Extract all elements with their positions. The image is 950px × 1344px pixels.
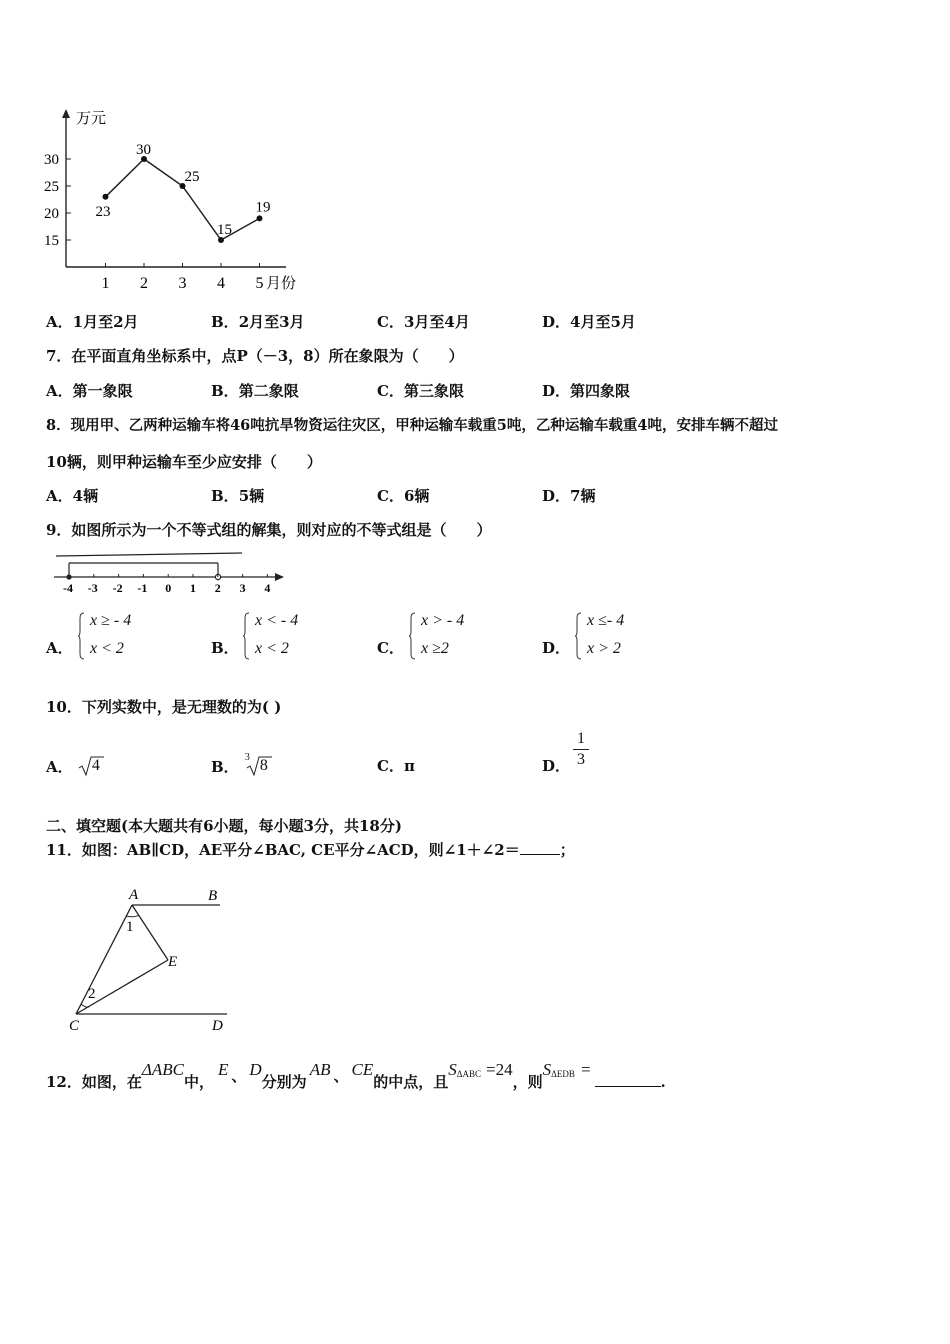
q8-option-d[interactable] <box>542 485 595 506</box>
system-line2: x < 2 <box>255 640 289 657</box>
radical-sign-icon <box>78 755 104 777</box>
option-letter: A． <box>46 382 73 400</box>
option-letter: B． <box>211 758 239 776</box>
system-line1: x < - 4 <box>255 612 299 629</box>
number-axis-arrow <box>275 573 284 581</box>
q7-option-b[interactable] <box>211 380 299 401</box>
q8-option-b[interactable] <box>211 485 264 506</box>
option-letter: D． <box>542 313 571 331</box>
q12-text-3: 分别为 <box>261 1073 307 1091</box>
fraction-numerator: 1 <box>577 730 585 747</box>
data-label: 15 <box>217 222 232 238</box>
q7-stem: 7．在平面直角坐标系中，点P（－3，8）所在象限为（ ） <box>46 347 464 365</box>
option-letter: A． <box>46 313 73 331</box>
system-line2: x ≥2 <box>421 640 449 657</box>
option-letter: D． <box>542 757 571 775</box>
line-ae <box>132 905 168 960</box>
number-line-label: 3 <box>239 581 246 595</box>
option-text: 3月至4月 <box>403 313 470 331</box>
q8-option-c[interactable] <box>377 485 429 506</box>
option-text: 4月至5月 <box>570 313 636 331</box>
q10-option-b[interactable] <box>211 752 272 777</box>
number-line-label: -4 <box>63 581 73 595</box>
option-letter: A． <box>46 758 73 776</box>
line-chart <box>40 103 320 298</box>
option-letter: C． <box>377 382 404 400</box>
q10-stem: 10．下列实数中，是无理数的为( ) <box>46 698 282 716</box>
number-line-label: -1 <box>137 581 148 595</box>
data-label: 25 <box>184 169 200 185</box>
angle-arc-1 <box>126 915 139 917</box>
q6-option-c[interactable] <box>377 311 470 332</box>
q9-option-d-letter[interactable]: D． <box>542 639 571 657</box>
angle-arc-2 <box>81 1004 89 1007</box>
number-line-label: 4 <box>264 581 271 595</box>
number-line-label: 1 <box>190 581 196 595</box>
q7-option-a[interactable] <box>46 380 133 401</box>
fraction-denominator: 3 <box>577 751 585 768</box>
root-index: 3 <box>244 752 250 763</box>
q9-option-c-letter[interactable]: C． <box>377 639 404 657</box>
q12-text-1: 12．如图，在 <box>46 1073 142 1091</box>
y-axis-arrow <box>62 109 70 118</box>
geometry-figure-q11 <box>62 880 237 1035</box>
q7-option-d[interactable] <box>542 380 630 401</box>
q12-end: . <box>660 1073 666 1091</box>
option-text: 第一象限 <box>72 382 133 400</box>
option-text: 第三象限 <box>403 382 464 400</box>
q6-option-d[interactable] <box>542 311 636 332</box>
q12-area-sub-abc: ΔABC <box>456 1069 482 1079</box>
q6-option-b[interactable] <box>211 311 305 332</box>
q12-area-sub-edb: ΔEDB <box>551 1069 575 1079</box>
label-b: B <box>208 888 218 904</box>
option-text: 7辆 <box>570 487 596 505</box>
y-tick-label: 20 <box>44 206 59 222</box>
q8-stem-line1: 8．现用甲、乙两种运输车将46吨抗旱物资运往灾区，甲种运输车载重5吨，乙种运输车载重4吨，安排车辆不超过 <box>46 417 778 434</box>
q11-end: ； <box>559 841 575 859</box>
q12-point-e: E <box>217 1060 229 1079</box>
option-text: 2月至3月 <box>238 313 305 331</box>
q6-option-a[interactable] <box>46 311 139 332</box>
radicand: 8 <box>259 757 268 774</box>
q11-stem: 11．如图：AB∥CD，AE平分∠BAC, CE平分∠ACD，则∠1＋∠2＝ <box>46 841 520 859</box>
option-text: 1月至2月 <box>72 313 139 331</box>
q12-area-s2: S <box>542 1060 552 1079</box>
answer-blank[interactable] <box>520 854 560 855</box>
option-letter: C． <box>377 313 404 331</box>
label-e: E <box>168 954 178 970</box>
q9-option-a-letter[interactable]: A． <box>46 639 73 657</box>
x-tick-label: 1 <box>101 275 110 292</box>
answer-blank[interactable] <box>595 1086 661 1087</box>
q12-point-d: D <box>249 1060 262 1079</box>
q10-option-a[interactable] <box>46 755 104 777</box>
label-a: A <box>129 887 139 903</box>
system-line1: x ≥ - 4 <box>90 612 132 629</box>
section2-heading: 二、填空题(本大题共有6小题，每小题3分，共18分) <box>46 817 402 835</box>
option-letter: D． <box>542 487 571 505</box>
brace-icon <box>78 612 85 660</box>
data-label: 19 <box>255 199 271 216</box>
set-bracket-top <box>56 553 242 556</box>
brace-icon <box>243 612 250 660</box>
system-line2: x > 2 <box>587 640 621 657</box>
data-label: 30 <box>136 142 151 158</box>
brace-icon <box>409 612 416 660</box>
q12-triangle-abc: ΔABC <box>141 1060 184 1079</box>
fraction-one-third <box>573 730 589 776</box>
q10-option-d[interactable] <box>542 755 570 776</box>
y-tick-label: 30 <box>44 152 59 168</box>
number-line-label: -2 <box>112 581 123 595</box>
option-text: 第二象限 <box>238 382 299 400</box>
data-point <box>257 215 263 221</box>
option-letter: B． <box>211 382 239 400</box>
x-tick-label: 5 <box>255 275 264 292</box>
sqrt-expression <box>78 755 104 775</box>
q12-area-value: =24 <box>486 1060 513 1079</box>
q12-text-5: ，则 <box>512 1073 543 1091</box>
number-line-figure <box>46 550 296 600</box>
data-point <box>103 194 109 200</box>
option-text: 第四象限 <box>570 382 631 400</box>
q9-option-a-system[interactable] <box>78 612 168 664</box>
q12-text-2: 中， <box>183 1073 214 1091</box>
q9-option-b-system[interactable] <box>243 612 333 664</box>
q10-option-c[interactable] <box>377 755 415 776</box>
q12-segment-ab: AB <box>309 1060 331 1079</box>
option-letter: B． <box>211 487 239 505</box>
q11-stem-row <box>46 839 575 860</box>
x-tick-label: 4 <box>217 275 225 292</box>
option-letter: D． <box>542 382 571 400</box>
system-line1: x > - 4 <box>421 612 465 629</box>
q7-option-c[interactable] <box>377 380 464 401</box>
x-tick-label: 3 <box>178 275 187 292</box>
option-letter: C． <box>377 487 404 505</box>
system-line1: x ≤- 4 <box>587 612 625 629</box>
q9-option-d-system[interactable] <box>575 612 665 664</box>
option-letter: A． <box>46 487 73 505</box>
q12-sep: 、 <box>231 1067 247 1085</box>
option-letter: C． <box>377 757 404 775</box>
option-text: 4辆 <box>72 487 99 505</box>
radicand: 4 <box>91 757 100 774</box>
q12-sep2: 、 <box>333 1067 349 1085</box>
brace-icon <box>575 612 582 660</box>
x-tick-label: 2 <box>140 275 148 292</box>
q8-option-a[interactable] <box>46 485 98 506</box>
number-line-label: 0 <box>165 581 172 595</box>
y-tick-label: 25 <box>44 179 59 195</box>
q12-segment-ce: CE <box>351 1060 374 1079</box>
label-angle-2: 2 <box>88 986 96 1002</box>
number-line-label: 2 <box>214 581 221 595</box>
q12-text-4: 的中点，且 <box>373 1073 449 1091</box>
q9-option-b-letter[interactable]: B． <box>211 639 239 657</box>
q8-stem-line2: 10辆，则甲种运输车至少应安排（ ） <box>46 453 322 471</box>
y-tick-label: 15 <box>44 233 59 249</box>
option-text: 6辆 <box>403 487 430 505</box>
cube-root-expression <box>244 752 272 775</box>
option-text: 5辆 <box>238 487 265 505</box>
q12-row <box>46 1060 666 1092</box>
label-d: D <box>212 1018 223 1034</box>
q9-option-c-system[interactable] <box>409 612 499 664</box>
y-axis-label: 万元 <box>76 111 107 127</box>
number-line-label: -3 <box>87 581 98 595</box>
q12-area-s: S <box>448 1060 457 1079</box>
fraction-bar <box>573 749 589 750</box>
series-line <box>106 159 260 240</box>
label-c: C <box>69 1018 80 1034</box>
label-angle-1: 1 <box>126 919 134 935</box>
x-axis-label: 月份 <box>266 276 297 292</box>
system-line2: x < 2 <box>90 640 124 657</box>
data-label: 23 <box>95 203 111 220</box>
q12-equals: = <box>580 1060 591 1079</box>
option-letter: B． <box>211 313 239 331</box>
q9-stem: 9．如图所示为一个不等式组的解集，则对应的不等式组是（ ） <box>46 521 492 539</box>
option-text: π <box>403 757 415 775</box>
